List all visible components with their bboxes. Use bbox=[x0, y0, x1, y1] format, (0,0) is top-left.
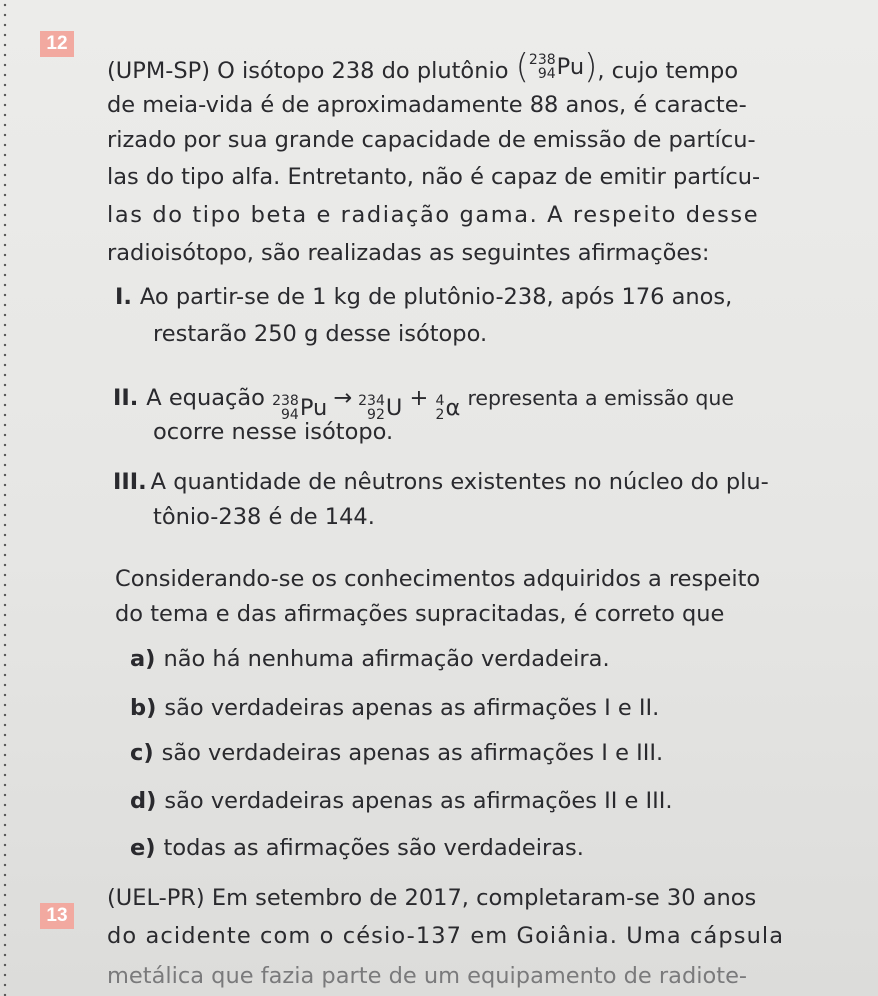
option-text: não há nenhuma afirmação verdadeira. bbox=[163, 646, 610, 672]
option-letter: c) bbox=[130, 740, 154, 766]
binding-dots bbox=[3, 0, 7, 996]
answer-option-c[interactable] bbox=[130, 738, 663, 768]
statement-3 bbox=[113, 467, 769, 497]
product-atomic: 92 bbox=[367, 407, 385, 423]
option-letter: d) bbox=[130, 788, 157, 814]
question-12-text-line: las do tipo beta e radiação gama. A respeito desse bbox=[107, 202, 760, 228]
alpha-symbol: α bbox=[445, 395, 461, 421]
question-12-text-line: rizado por sua grande capacidade de emissão de partícu- bbox=[107, 127, 756, 153]
question-prompt: do tema e das afirmações supracitadas, é correto que bbox=[115, 601, 725, 627]
question-12-text-line: las do tipo alfa. Entretanto, não é capaz de emitir partícu- bbox=[107, 164, 761, 190]
question-number-badge: 12 bbox=[40, 31, 74, 57]
option-text: são verdadeiras apenas as afirmações II e III. bbox=[164, 788, 673, 814]
statement-1-text: Ao partir-se de 1 kg de plutônio-238, após 176 anos, bbox=[139, 284, 733, 310]
product-mass: 234 bbox=[358, 393, 385, 409]
statement-3-numeral: III. bbox=[113, 469, 147, 495]
question-12-text-line: radioisótopo, são realizadas as seguintes afirmações: bbox=[107, 240, 710, 266]
option-letter: b) bbox=[130, 695, 157, 721]
answer-option-a[interactable] bbox=[130, 644, 610, 674]
option-text: são verdadeiras apenas as afirmações I e II. bbox=[164, 695, 660, 721]
option-letter: e) bbox=[130, 835, 156, 861]
question-12-intro-end: , cujo tempo bbox=[597, 58, 739, 84]
nuclide-mass: 238 bbox=[528, 52, 556, 68]
nuclide-symbol: Pu bbox=[556, 54, 585, 80]
question-12-intro: (UPM-SP) O isótopo 238 do plutônio bbox=[107, 58, 509, 84]
product-symbol: U bbox=[385, 395, 403, 421]
statement-2-text-end: representa a emissão que bbox=[467, 386, 734, 410]
reactant-atomic: 94 bbox=[281, 407, 299, 423]
reaction-arrow: → bbox=[333, 385, 353, 411]
question-13-text-line: metálica que fazia parte de um equipamento de radiote- bbox=[107, 963, 748, 989]
plus-sign: + bbox=[409, 385, 429, 411]
statement-1 bbox=[115, 282, 732, 312]
option-letter: a) bbox=[130, 646, 156, 672]
statement-3-continued: tônio-238 é de 144. bbox=[153, 504, 375, 530]
question-13-text-line: do acidente com o césio-137 em Goiânia. Uma cápsula bbox=[107, 923, 785, 949]
statement-3-text: A quantidade de nêutrons existentes no núcleo do plu- bbox=[150, 469, 769, 495]
answer-option-e[interactable] bbox=[130, 833, 584, 863]
answer-option-b[interactable] bbox=[130, 693, 659, 723]
statement-2-text: A equação bbox=[146, 385, 265, 411]
statement-2-numeral: II. bbox=[113, 385, 139, 411]
nuclide-atomic: 94 bbox=[537, 66, 556, 82]
reactant-mass: 238 bbox=[272, 393, 299, 409]
answer-option-d[interactable] bbox=[130, 786, 673, 816]
option-text: são verdadeiras apenas as afirmações I e III. bbox=[161, 740, 664, 766]
question-13-text-line: (UEL-PR) Em setembro de 2017, completaram-se 30 anos bbox=[107, 885, 757, 911]
statement-2-continued: ocorre nesse isótopo. bbox=[153, 419, 394, 445]
question-prompt: Considerando-se os conhecimentos adquiridos a respeito bbox=[115, 566, 761, 592]
question-number-badge: 13 bbox=[40, 903, 74, 929]
statement-1-numeral: I. bbox=[115, 284, 132, 310]
alpha-particle bbox=[436, 393, 461, 423]
plutonium-nuclide: ( 238 94 Pu ) bbox=[515, 47, 598, 87]
question-12-line-1 bbox=[107, 47, 739, 87]
reactant-symbol: Pu bbox=[299, 395, 328, 421]
alpha-mass: 4 bbox=[435, 393, 445, 409]
alpha-atomic: 2 bbox=[435, 407, 445, 423]
statement-1-continued: restarão 250 g desse isótopo. bbox=[153, 321, 488, 347]
question-12-text-line: de meia-vida é de aproximadamente 88 anos, é caracte- bbox=[107, 92, 747, 118]
option-text: todas as afirmações são verdadeiras. bbox=[163, 835, 584, 861]
